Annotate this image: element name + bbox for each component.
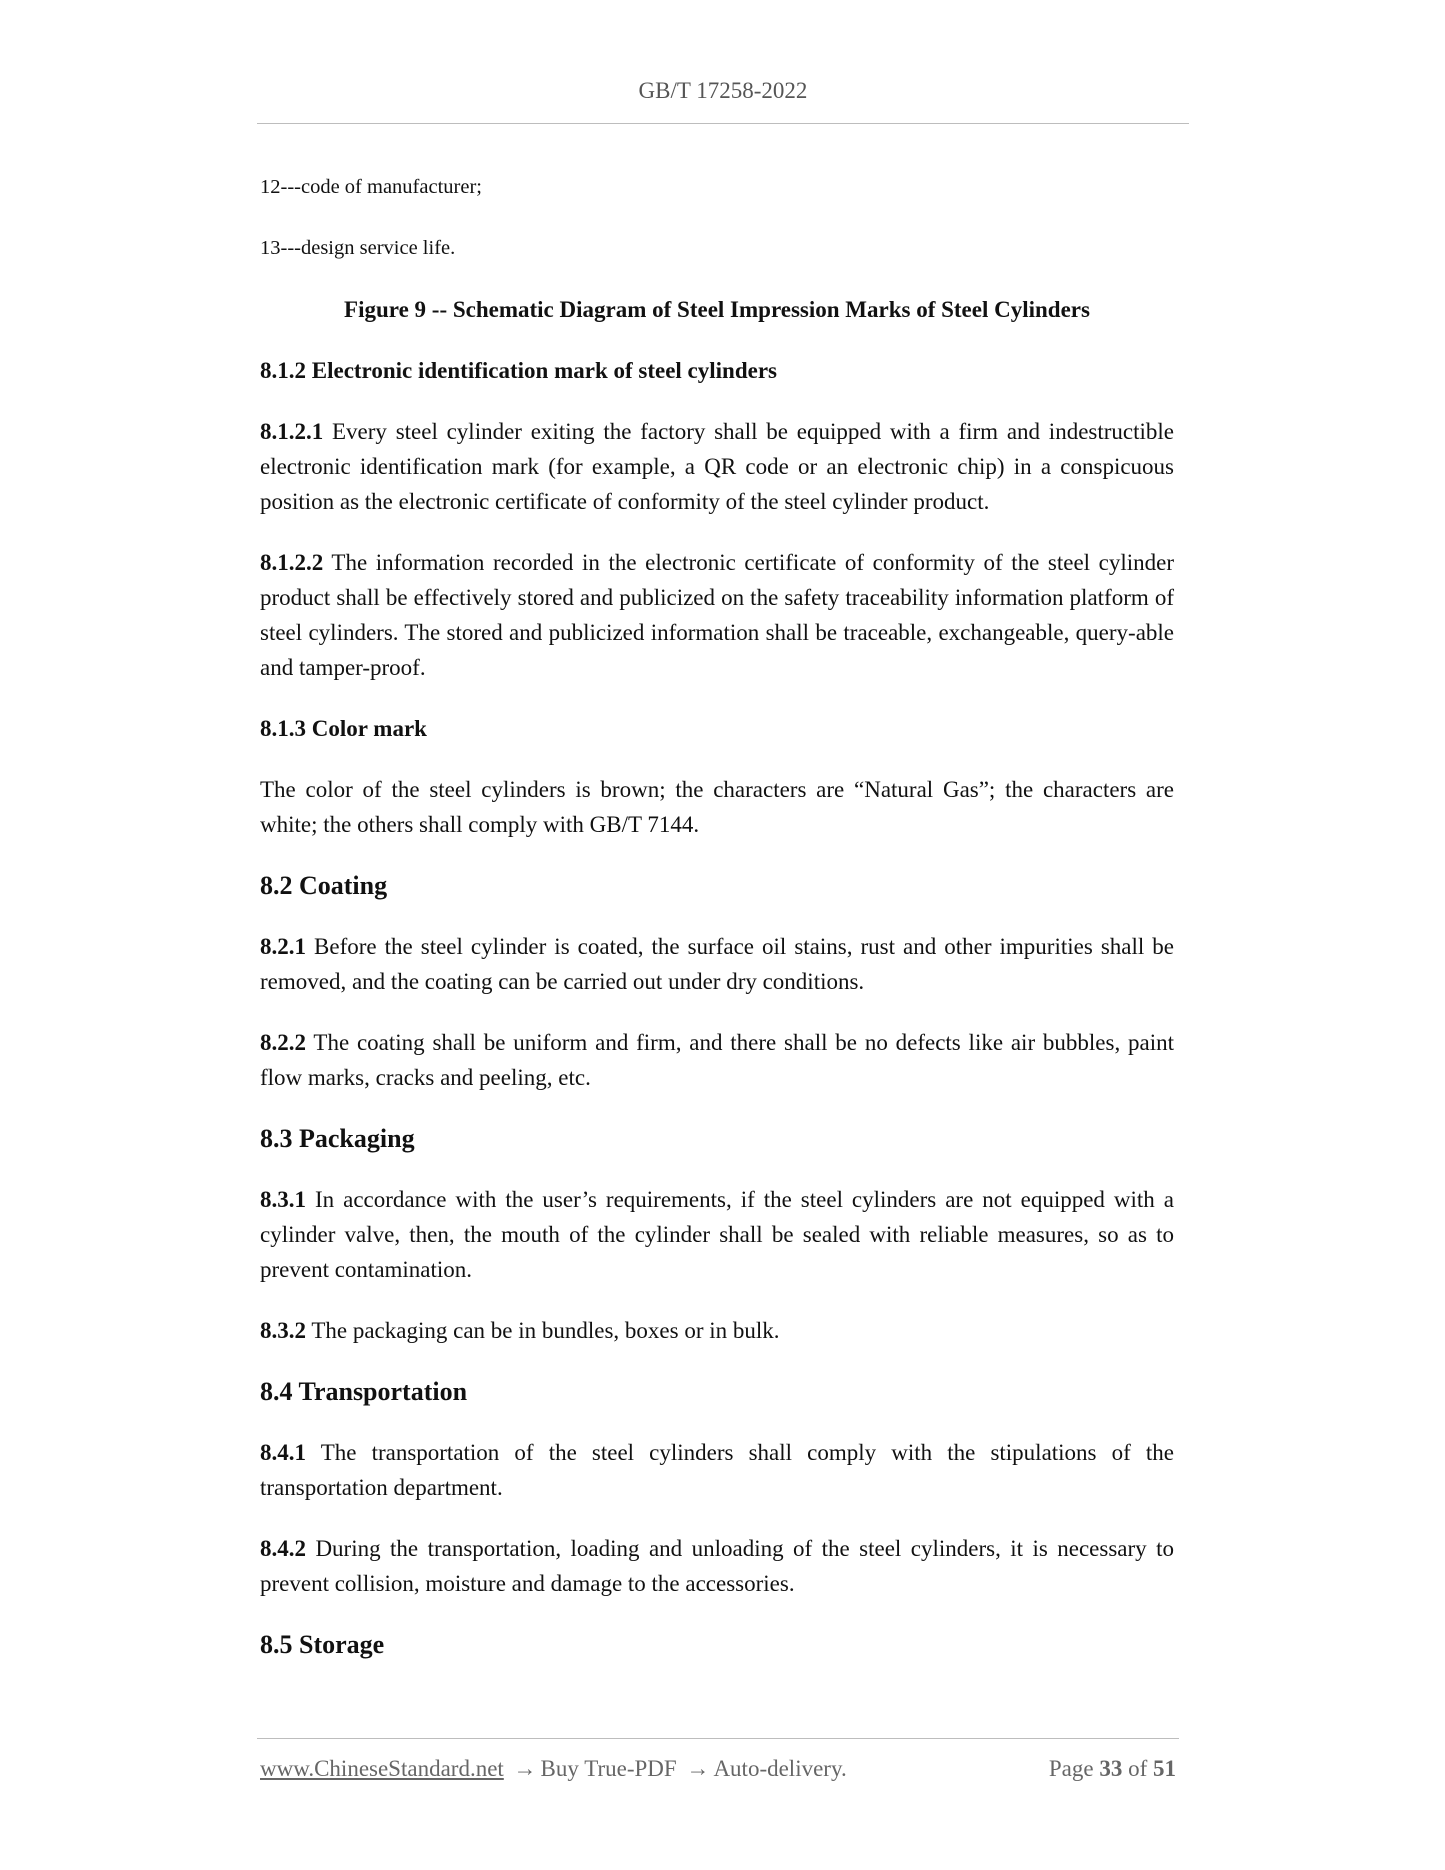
clause-text: Every steel cylinder exiting the factory shall be equipped with a firm and indestructible electronic identification mark (for example, a QR code or an electronic chip) in a conspicuous position as the electronic certificate of conformity of the steel cylinder product.: [260, 419, 1174, 514]
document-body: [260, 170, 1174, 1688]
page-current: 33: [1099, 1756, 1123, 1781]
clause-number: 8.2.2: [260, 1030, 306, 1055]
paragraph-8-1-2-2: [260, 545, 1174, 685]
paragraph-8-1-3: The color of the steel cylinders is brown; the characters are “Natural Gas”; the characters are white; the others shall comply with GB/T 7144.: [260, 777, 1174, 837]
clause-text: The information recorded in the electronic certificate of conformity of the steel cylinder product shall be effectively stored and publicized on the safety traceability information platform of steel cylinders. The stored and publicized information shall be traceable, exchangeable, query-able and tamper-proof.: [260, 550, 1174, 680]
arrow-right-icon: →: [513, 1756, 537, 1781]
legend-item-12: 12---code of manufacturer;: [260, 176, 482, 198]
clause-number: 8.1.2.1: [260, 419, 324, 444]
paragraph-8-1-2-1: [260, 414, 1174, 519]
page-header: GB/T 17258-2022: [638, 78, 808, 103]
clause-number: 8.1.2.2: [260, 550, 324, 575]
heading-8-3: 8.3 Packaging: [260, 1124, 415, 1153]
clause-text: In accordance with the user’s requirements, if the steel cylinders are not equipped with a cylinder valve, then, the mouth of the cylinder shall be sealed with reliable measures, so as to prevent contamination.: [260, 1187, 1174, 1282]
clause-text: Before the steel cylinder is coated, the surface oil stains, rust and other impurities shall be removed, and the coating can be carried out under dry conditions.: [260, 934, 1174, 994]
heading-8-5: 8.5 Storage: [260, 1630, 385, 1659]
paragraph-8-4-2: [260, 1531, 1174, 1601]
paragraph-8-3-1: [260, 1182, 1174, 1287]
auto-delivery-text: Auto-delivery.: [713, 1756, 847, 1781]
paragraph-8-4-1: [260, 1435, 1174, 1505]
buy-pdf-text: Buy True-PDF: [540, 1756, 677, 1781]
clause-number: 8.3.1: [260, 1187, 306, 1212]
clause-number: 8.2.1: [260, 934, 306, 959]
footer-promo: [260, 1756, 847, 1782]
page-number: [1049, 1756, 1176, 1782]
clause-text: The coating shall be uniform and firm, and there shall be no defects like air bubbles, paint flow marks, cracks and peeling, etc.: [260, 1030, 1174, 1090]
header-divider: [257, 123, 1189, 124]
arrow-right-icon: →: [686, 1756, 710, 1781]
heading-8-1-2: 8.1.2 Electronic identification mark of steel cylinders: [260, 358, 777, 383]
page-total: 51: [1153, 1756, 1176, 1781]
website-link[interactable]: www.ChineseStandard.net: [260, 1756, 504, 1781]
paragraph-8-2-2: [260, 1025, 1174, 1095]
heading-8-4: 8.4 Transportation: [260, 1377, 468, 1406]
clause-text: During the transportation, loading and unloading of the steel cylinders, it is necessary to prevent collision, moisture and damage to the accessories.: [260, 1536, 1174, 1596]
paragraph-8-3-2: [260, 1313, 1174, 1348]
clause-number: 8.4.2: [260, 1536, 306, 1561]
page-prefix: Page: [1048, 1756, 1094, 1781]
paragraph-8-2-1: [260, 929, 1174, 999]
footer-divider: [257, 1738, 1179, 1739]
clause-number: 8.4.1: [260, 1440, 306, 1465]
heading-8-2: 8.2 Coating: [260, 871, 388, 900]
clause-text: The packaging can be in bundles, boxes or in bulk.: [306, 1318, 780, 1343]
legend-item-13: 13---design service life.: [260, 237, 456, 259]
page-of: of: [1128, 1756, 1148, 1781]
clause-text: The transportation of the steel cylinders shall comply with the stipulations of the transportation department.: [260, 1440, 1174, 1500]
clause-number: 8.3.2: [260, 1318, 306, 1343]
heading-8-1-3: 8.1.3 Color mark: [260, 716, 427, 741]
figure-caption: Figure 9 -- Schematic Diagram of Steel Impression Marks of Steel Cylinders: [344, 297, 1090, 322]
